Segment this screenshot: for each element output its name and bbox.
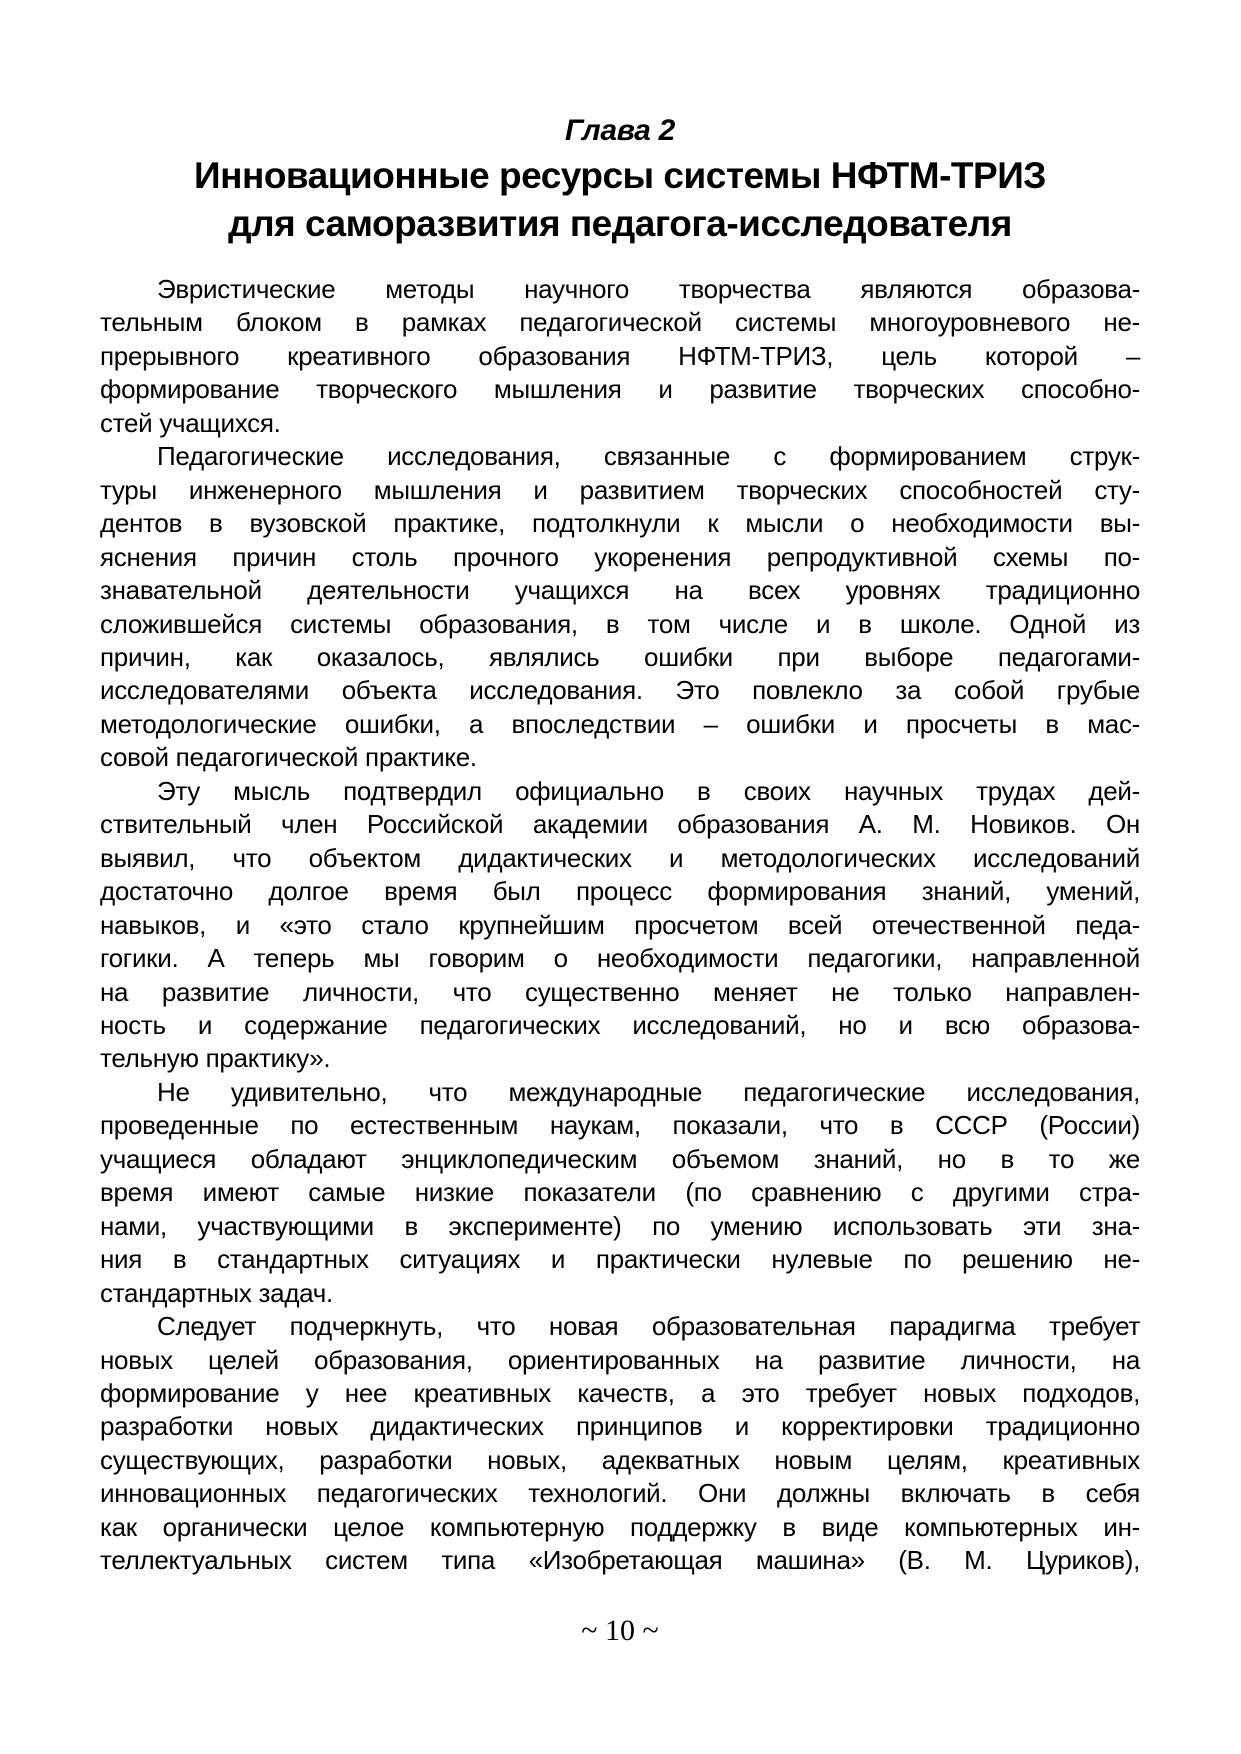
text-line: Эту мысль подтвердил официально в своих научных трудах дей- [157, 775, 1140, 806]
text-line: разработки новых дидактических принципов и корректировки традиционно [100, 1411, 1140, 1442]
text-line: Следует подчеркнуть, что новая образовательная парадигма требует [157, 1311, 1140, 1342]
chapter-label: Глава 2 [565, 114, 675, 147]
text-line: на развитие личности, что существенно меняет не только направлен- [100, 976, 1140, 1007]
text-line: как органически целое компьютерную поддержку в виде компьютерных ин- [100, 1511, 1140, 1542]
text-line: теллектуальных систем типа «Изобретающая машина» (В. М. Цуриков), [100, 1545, 1140, 1576]
text-line: выявил, что объектом дидактических и методологических исследований [100, 842, 1140, 873]
paragraph [100, 1076, 1140, 1310]
text-line: Эвристические методы научного творчества являются образова- [157, 274, 1140, 304]
text-line: стандартных задач. [100, 1277, 333, 1308]
text-line: тельным блоком в рамках педагогической системы многоуровневого не- [100, 307, 1140, 338]
text-line: ность и содержание педагогических исследований, но и всю образова- [100, 1009, 1140, 1040]
text-line: проведенные по естественным наукам, показали, что в СССР (России) [100, 1110, 1140, 1141]
text-line: новых целей образования, ориентированных на развитие личности, на [100, 1344, 1140, 1375]
chapter-title [100, 152, 1140, 248]
paragraph [100, 1310, 1140, 1578]
text-line: время имеют самые низкие показатели (по сравнению с другими стра- [100, 1177, 1140, 1208]
text-line: стей учащихся. [100, 407, 281, 438]
text-line: Педагогические исследования, связанные с формированием струк- [157, 441, 1140, 472]
text-line: тельную практику». [100, 1043, 331, 1074]
text-line: формирование творческого мышления и развитие творческих способно- [100, 374, 1140, 405]
text-line: дентов в вузовской практике, подтолкнули к мысли о необходимости вы- [100, 508, 1140, 539]
text-line: яснения причин столь прочного укоренения репродуктивной схемы по- [100, 541, 1140, 572]
text-line: инновационных педагогических технологий. Они должны включать в себя [100, 1478, 1140, 1509]
body-text [100, 273, 1140, 1578]
text-line: достаточно долгое время был процесс формирования знаний, умений, [100, 876, 1140, 907]
text-line: Не удивительно, что международные педагогические исследования, [157, 1076, 1140, 1107]
text-line: нами, участвующими в эксперименте) по умению использовать эти зна- [100, 1210, 1140, 1241]
text-line: причин, как оказалось, являлись ошибки при выборе педагогами- [100, 641, 1140, 672]
text-line: знавательной деятельности учащихся на всех уровнях традиционно [100, 575, 1140, 606]
text-line: существующих, разработки новых, адекватных новым целям, креативных [100, 1444, 1140, 1475]
chapter-title-line-1: Инновационные ресурсы системы НФТМ-ТРИЗ [194, 155, 1046, 196]
text-line: ния в стандартных ситуациях и практически нулевые по решению не- [100, 1244, 1140, 1275]
text-line: прерывного креативного образования НФТМ-ТРИЗ, цель которой – [100, 340, 1140, 371]
chapter-title-line-2: для саморазвития педагога-исследователя [228, 203, 1012, 244]
page-footer [100, 1612, 1140, 1650]
page-number: ~ 10 ~ [581, 1614, 659, 1647]
text-line: исследователями объекта исследования. Это повлекло за собой грубые [100, 675, 1140, 706]
paragraph [100, 273, 1140, 440]
text-line: учащиеся обладают энциклопедическим объемом знаний, но в то же [100, 1143, 1140, 1174]
text-line: туры инженерного мышления и развитием творческих способностей сту- [100, 474, 1140, 505]
paragraph [100, 440, 1140, 775]
text-line: навыков, и «это стало крупнейшим просчетом всей отечественной педа- [100, 909, 1140, 940]
paragraph [100, 775, 1140, 1076]
chapter-header [100, 112, 1140, 248]
text-line: формирование у нее креативных качеств, а это требует новых подходов, [100, 1377, 1140, 1408]
text-line: методологические ошибки, а впоследствии – ошибки и просчеты в мас- [100, 708, 1140, 739]
text-line: гогики. А теперь мы говорим о необходимости педагогики, направленной [100, 943, 1140, 974]
text-line: сложившейся системы образования, в том числе и в школе. Одной из [100, 608, 1140, 639]
text-line: совой педагогической практике. [100, 742, 477, 773]
text-line: ствительный член Российской академии образования А. М. Новиков. Он [100, 809, 1140, 840]
